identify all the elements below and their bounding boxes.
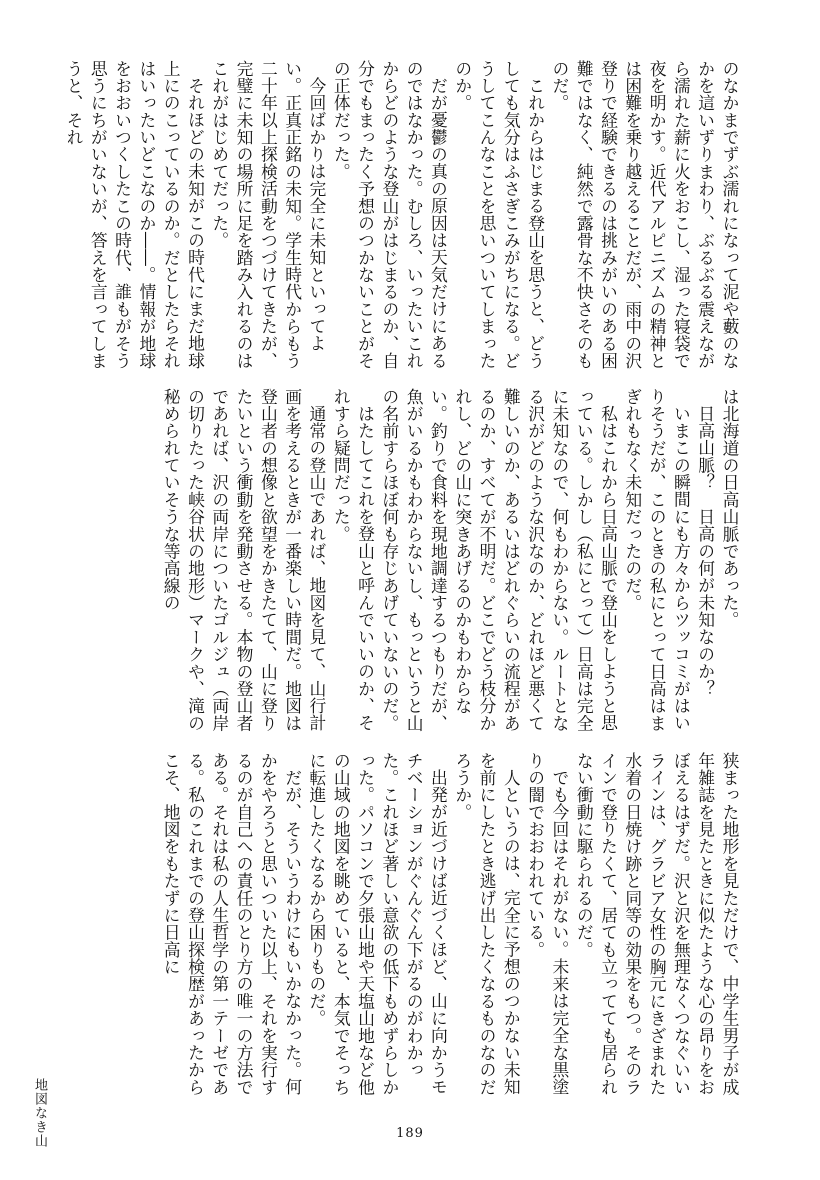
paragraph: 日高山脈？ 日高の何が未知なのか？ [695,404,716,698]
paragraph: それほどの未知がこの時代にまだ地球上にのこっているのか。だとしたらそれはいったいどこなのか――。情報が地球をおおいつくしたこの時代、誰もがそう思うにちがいないが、答えを言ってしまうと、それ [63,60,206,370]
page-number: 189 [396,1126,424,1141]
paragraph: 出発が近づけば近づくほど、山に向かうモチベーションがぐんぐん下がるのがわかった。これほど著しい意欲の低下もめずらしかった。パソコンで夕張山地や天塩山地など他の山域の地図を眺めていると、本気でそっちに転進したくなるから困りものだ。 [306,752,449,1096]
running-title: 地図なき山 [32,1078,47,1148]
paragraph: はたしてこれを登山と呼んでいいのか、それすら疑問だった。 [331,388,376,732]
paragraph: は北海道の日高山脈であった。 [720,388,740,629]
paragraph: 人というのは、完全に予想のつかない未知を前にしたとき逃げ出したくなるものなのだろうか。 [452,752,522,1096]
paragraph: いまこの瞬間にも方々からツッコミがはいりそうだが、このときの私にとって日高はまぎれもなく未知だったのだ。 [622,388,692,732]
text-block-middle [78,388,742,738]
text-block-top [63,60,742,380]
paragraph: のなかまでずぶ濡れになって泥や藪のなかを這いずりまわり、ぶるぶる震えながら濡れた薪に火をおこし、湿った寝袋で夜を明かす。近代アルピニズムの精神とは困難を乗り越えることだが、雨中の沢登りで経験できるのは挑みがいのある困難ではなく、純然で露骨な不快さそのものだ。 [549,60,740,370]
paragraph: 今回ばかりは完全に未知といってよい。正真正銘の未知。学生時代からもう二十年以上探検活動をつづけてきたが、完璧に未知の場所に足を踏み入れるのはこれがはじめてだった。 [209,60,327,370]
text-block-bottom [78,752,742,1112]
paragraph: 私はこれから日高山脈で登山をしようと思っている。しかし（私にとって）日高は完全に未知なので、何もわからない。ルートとなる沢がどのような沢なのか、どれほど悪くて難しいのか、あるいはどれぐらいの流程があるのか、すべてが不明だ。どこでどう枝分かれし、どの山に突きあげるのかもわからない。釣りで食料を現地調達するつもりだが、魚がいるかもわからないし、もっというと山の名前すらほぼ何も存じあげていないのだ。 [379,388,619,732]
paragraph: これからはじまる登山を思うと、どうしても気分はふさぎこみがちになる。どうしてこんなことを思いついてしまったのか。 [452,60,546,370]
paragraph: だが憂鬱の真の原因は天気だけにあるのではなかった。むしろ、いったいこれからどのような登山がはじまるのか、自分でもまったく予想のつかないことがその正体だった。 [331,60,449,370]
paragraph: 通常の登山であれば、地図を見て、山行計画を考えるときが一番楽しい時間だ。地図は登山者の想像と欲望をかきたてて、山に登りたいという衝動を発動させる。本物の登山者であれば、沢の両岸についたゴルジュ（両岸の切りたった峡谷状の地形）マークや、滝の秘められていそうな等高線の [161,388,327,732]
paragraph: でも今回はそれがない。未来は完全な黒塗りの闇でおおわれている。 [525,752,570,1096]
paragraph: だが、そういうわけにもいかなかった。何かをやろうと思いついた以上、それを実行するのが自己への責任のとり方の唯一の方法である。それは私の人生哲学の第一テーゼである。私のこれまでの登山探検歴があったからこそ、地図をもたずに日高に [161,752,303,1096]
paragraph: 狭まった地形を見ただけで、中学生男子が成年雑誌を見たときに似たような心の昂りをおぼえるはずだ。沢と沢を無理なくつなぐいいラインは、グラビア女性の胸元にきざまれた水着の日焼け跡と同等の効果をもつ。そのラインで登りたくて、居ても立ってても居られない衝動に駆られるのだ。 [574,752,740,1096]
